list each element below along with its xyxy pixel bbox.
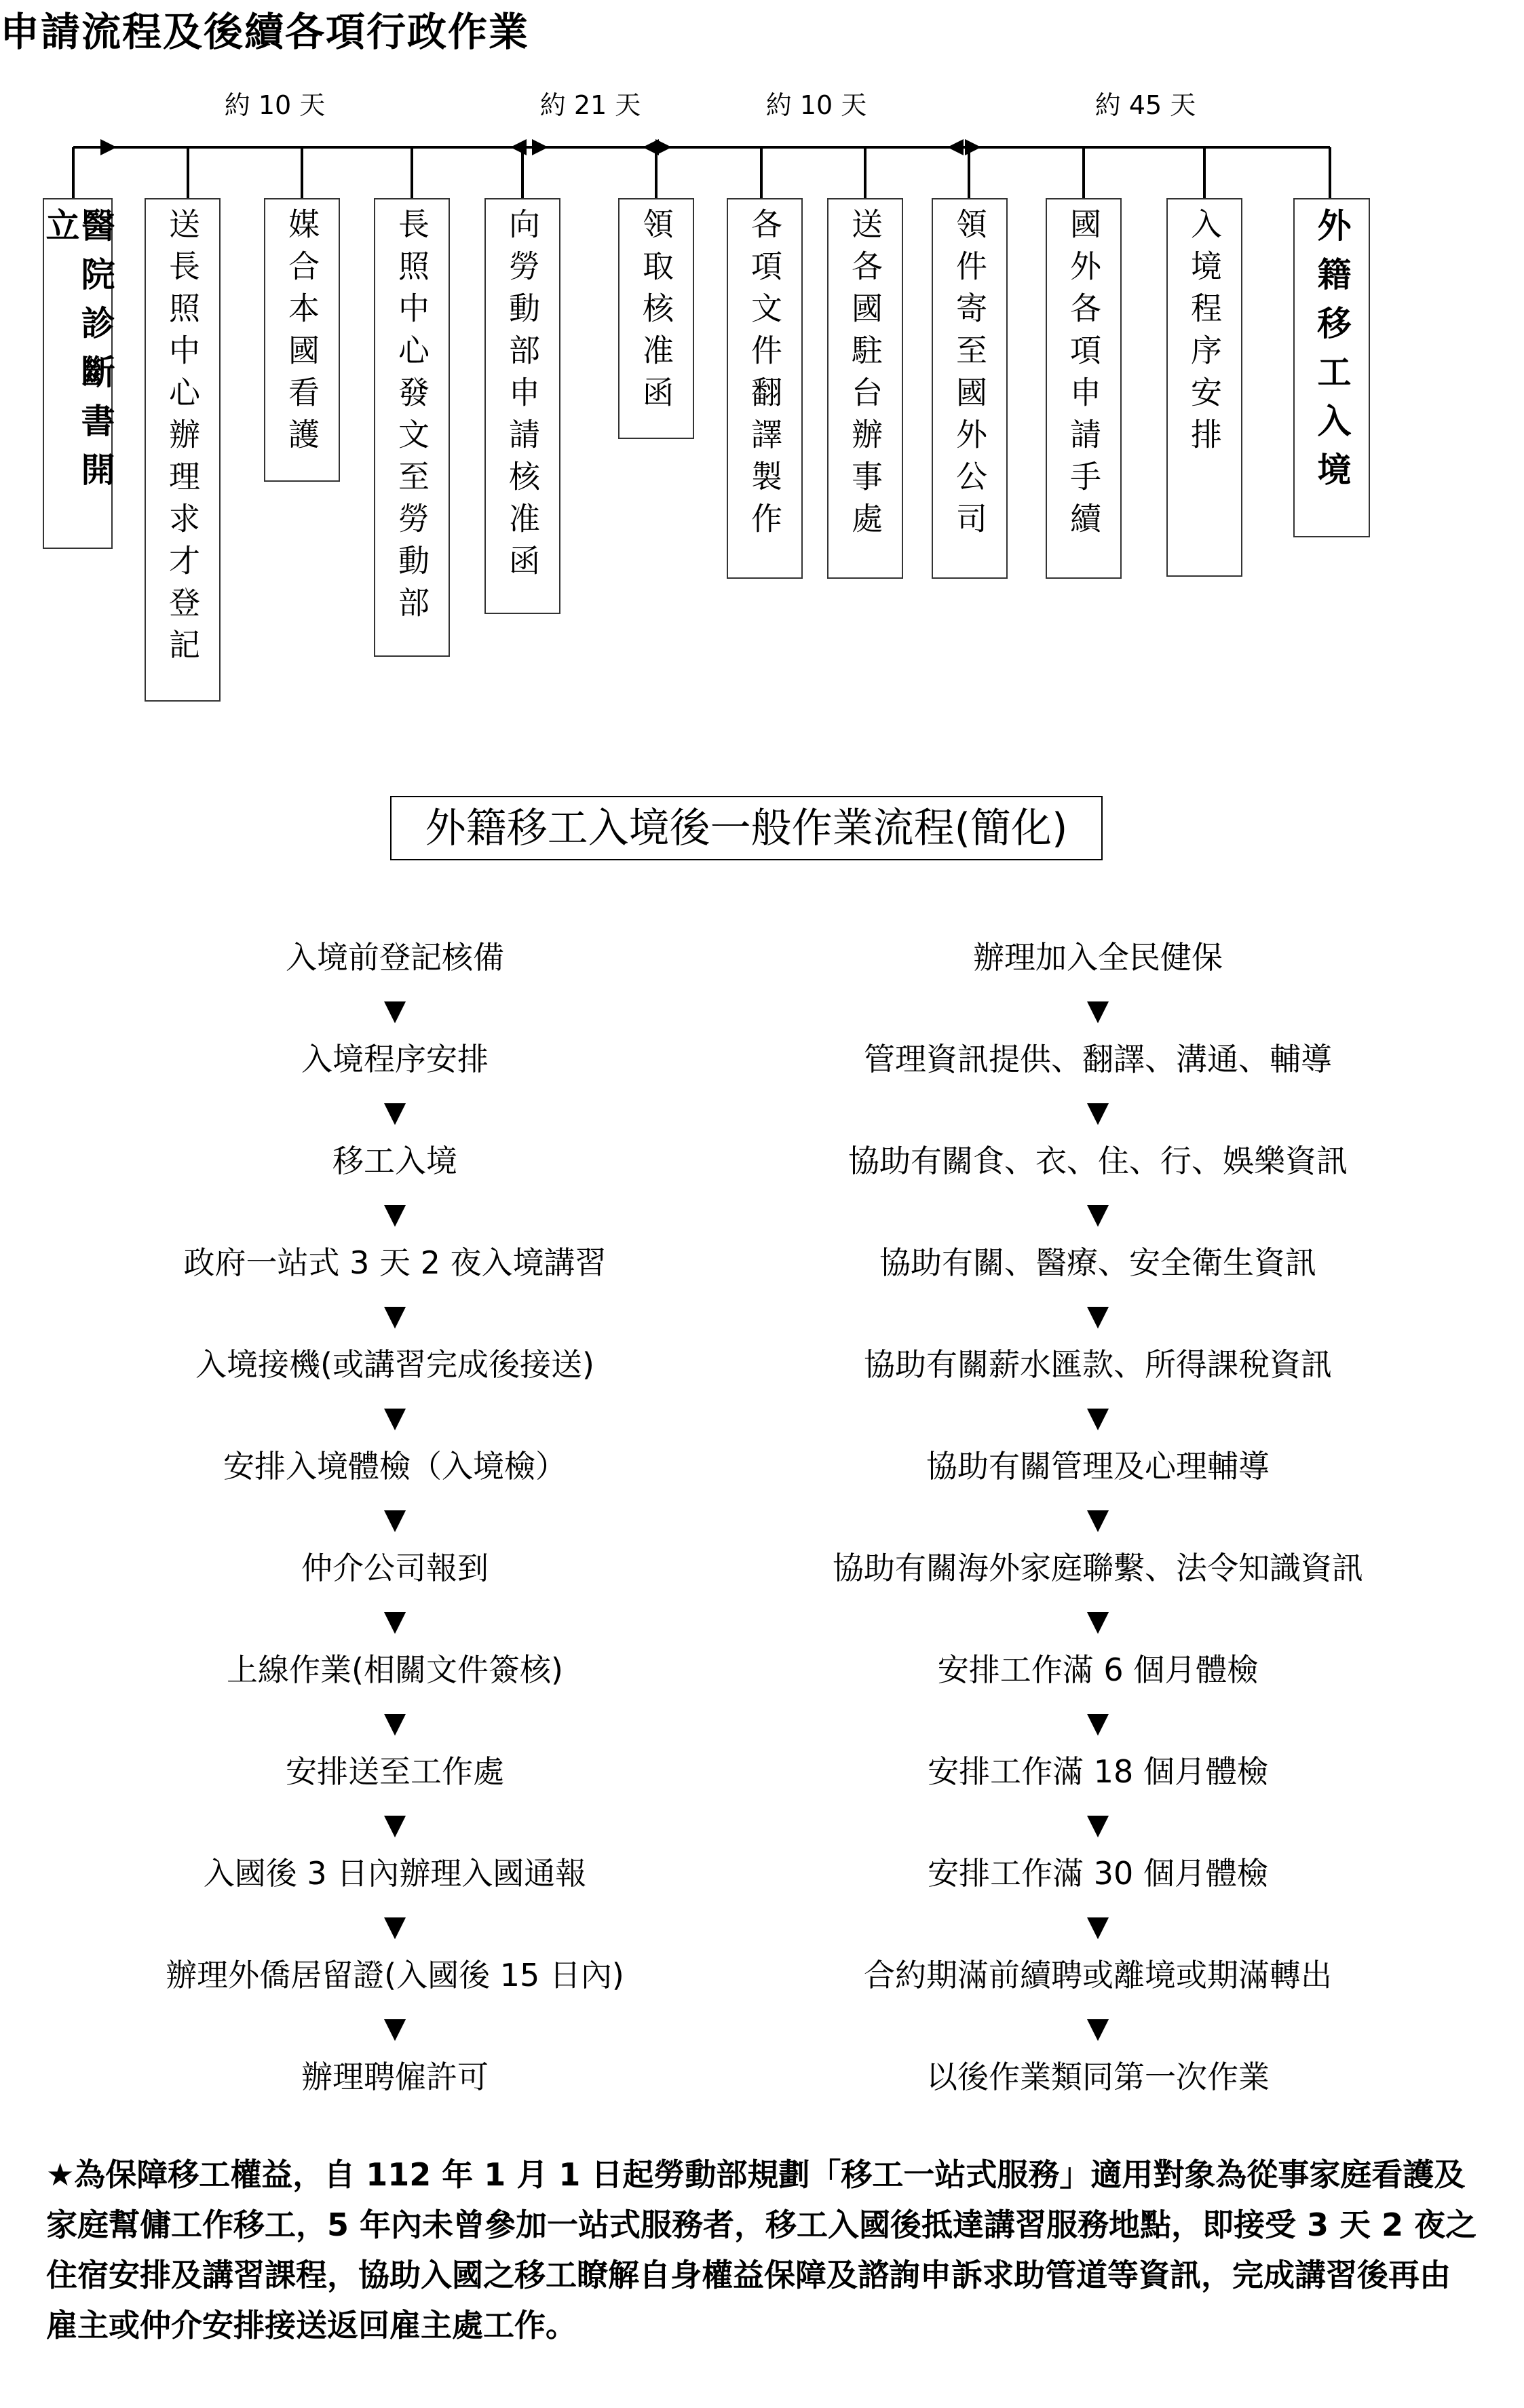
process-step-box [1293,198,1370,537]
flow-arrow: ▼ [1086,1909,1109,1943]
process-step-label: 長照中心發文至勞動部 [394,208,430,628]
flow-arrow: ▼ [1086,2011,1109,2044]
timeline [0,0,1524,204]
flow-arrow: ▼ [383,1095,406,1128]
flow-arrow: ▼ [383,1706,406,1739]
flow-arrow: ▼ [1086,1502,1109,1535]
process-step-label: 外籍移工入境 [1312,208,1352,501]
flow-step: 安排入境體檢（入境檢） [223,1448,567,1485]
flow-arrow: ▼ [383,993,406,1027]
process-step-box [827,198,903,579]
footnote: ★為保障移工權益，自 112 年 1 月 1 日起勞動部規劃「移工一站式服務」適用對象為從事家庭看護及家庭幫傭工作移工，5 年內未曾參加一站式服務者，移工入國後抵達講習服務地點，即接受 3 天 2 夜之住宿安排及講習課程，協助入國之移工瞭解自身權益保障及諮詢申訴求助管道等資訊，完成講習後再由雇主或仲介安排接送返回雇主處工作。 [46,2156,1477,2344]
flow-arrow: ▼ [1086,1400,1109,1434]
process-step-label: 送長照中心辦理求才登記 [164,208,201,670]
duration-label: 約 10 天 [224,90,326,120]
flow-arrow: ▼ [1086,1808,1109,1841]
flow-step: 政府一站式 3 天 2 夜入境講習 [183,1244,607,1281]
flow-step: 合約期滿前續聘或離境或期滿轉出 [864,1957,1332,1993]
flow-arrow: ▼ [383,1197,406,1230]
flow-step: 仲介公司報到 [301,1550,489,1586]
flow-arrow: ▼ [383,1502,406,1535]
flow-step: 入國後 3 日內辦理入國通報 [203,1855,587,1892]
process-step-label: 向勞動部申請核准函 [504,208,541,586]
process-title: 申請流程及後續各項行政作業 [0,9,530,55]
flow-step: 安排送至工作處 [286,1753,504,1790]
duration-label: 約 45 天 [1094,90,1196,120]
process-step-box [264,198,340,482]
flow-arrow: ▼ [1086,1095,1109,1128]
duration-label: 約 21 天 [539,90,641,120]
flow-arrow: ▼ [383,1909,406,1943]
flow-arrow: ▼ [1086,1197,1109,1230]
process-step-label: 醫院診斷書開立 [40,208,115,501]
process-step-label: 送各國駐台辦事處 [847,208,883,544]
flow-step: 辦理外僑居留證(入國後 15 日內) [166,1957,624,1993]
flow-step: 管理資訊提供、翻譯、溝通、輔導 [864,1041,1332,1077]
flow-step: 協助有關海外家庭聯繫、法令知識資訊 [833,1550,1363,1586]
process-step-box [484,198,560,614]
flow-step: 上線作業(相關文件簽核) [227,1651,563,1688]
flow-step: 以後作業類同第一次作業 [926,2059,1270,2095]
flow-step: 協助有關、醫療、安全衛生資訊 [879,1244,1316,1281]
flow-step: 辦理聘僱許可 [301,2059,489,2095]
process-step-box [374,198,450,657]
process-step-box [145,198,221,702]
flow-step: 安排工作滿 30 個月體檢 [928,1855,1268,1892]
flow-step: 協助有關食、衣、住、行、娛樂資訊 [848,1143,1348,1179]
flow-step: 入境前登記核備 [286,939,504,976]
process-step-label: 媒合本國看護 [284,208,320,460]
flow-arrow: ▼ [383,1299,406,1332]
process-step-label: 各項文件翻譯製作 [746,208,783,544]
flow-step: 安排工作滿 18 個月體檢 [928,1753,1268,1790]
flow-step: 入境接機(或講習完成後接送) [195,1346,594,1383]
flow-arrow: ▼ [1086,993,1109,1027]
duration-label: 約 10 天 [765,90,867,120]
process-step-box [1046,198,1122,579]
flow-arrow: ▼ [383,1808,406,1841]
flow-step: 辦理加入全民健保 [973,939,1223,976]
flow-arrow: ▼ [1086,1299,1109,1332]
timeline-ticks [73,147,1330,198]
flow-step: 協助有關管理及心理輔導 [926,1448,1270,1485]
process-step-label: 領取核准函 [638,208,674,418]
process-step-label: 領件寄至國外公司 [951,208,988,544]
flow-arrow: ▼ [383,2011,406,2044]
flow-step: 移工入境 [332,1143,457,1179]
process-step-box [727,198,803,579]
process-step-label: 入境程序安排 [1186,208,1223,460]
process-step-label: 國外各項申請手續 [1065,208,1102,544]
process-step-box [40,198,115,549]
flow-arrow: ▼ [1086,1706,1109,1739]
flow-step: 入境程序安排 [301,1041,489,1077]
process-step-box [932,198,1008,579]
flow-arrow: ▼ [383,1400,406,1434]
flow-arrow: ▼ [1086,1604,1109,1637]
process-step-box [618,198,694,439]
flow-step: 安排工作滿 6 個月體檢 [937,1651,1259,1688]
flow-arrow: ▼ [383,1604,406,1637]
flow-title: 外籍移工入境後一般作業流程(簡化) [390,796,1103,860]
process-step-box [1166,198,1242,577]
flow-step: 協助有關薪水匯款、所得課稅資訊 [864,1346,1332,1383]
